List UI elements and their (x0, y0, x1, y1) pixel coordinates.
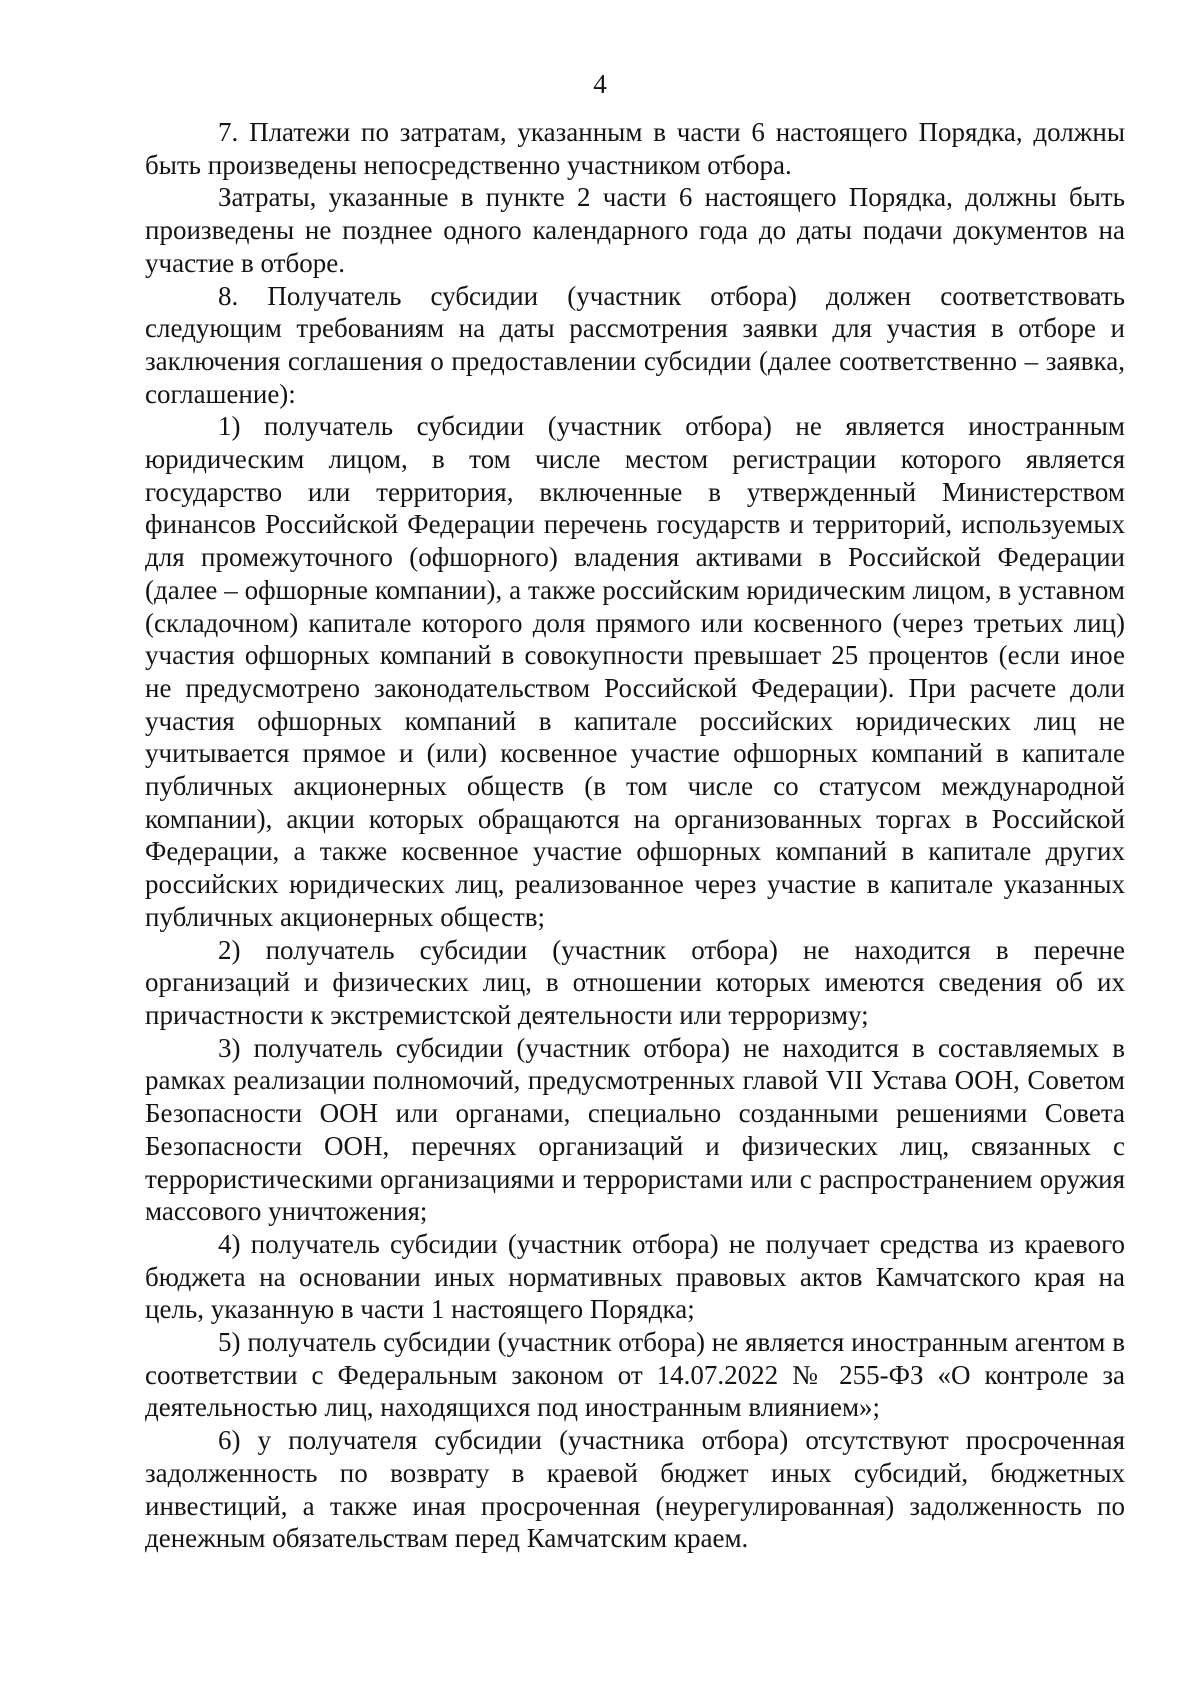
paragraph-8-requirements: 8. Получатель субсидии (участник отбора) должен соответствовать следующим требованиям на даты рассмотрения заявки для участия в отборе и заключения соглашения о предоставлении субсидии (далее соответственно – заявка, соглашение): (145, 280, 1125, 409)
requirement-3-un-lists: 3) получатель субсидии (участник отбора) не находится в составляемых в рамках реализации полномочий, предусмотренных главой VII Устава ООН, Советом Безопасности ООН или органами, специально созданными решениями Совета Безопасности ООН, перечнях организаций и физических лиц, связанных с террористическими организациями и террористами или с распространением оружия массового уничтожения; (145, 1032, 1125, 1227)
requirement-4-other-funding: 4) получатель субсидии (участник отбора) не получает средства из краевого бюджета на основании иных нормативных правовых актов Камчатского края на цель, указанную в части 1 настоящего Порядка; (145, 1228, 1125, 1325)
requirement-1-offshore: 1) получатель субсидии (участник отбора) не является иностранным юридическим лицом, в том числе местом регистрации которого является государство или территория, включенные в утвержденный Министерством финансов Российской Федерации перечень государств и территорий, используемых для промежуточного (офшорного) владения активами в Российской Федерации (далее – офшорные компании), а также российским юридическим лицом, в уставном (складочном) капитале которого доля прямого или косвенного (через третьих лиц) участия офшорных компаний в совокупности превышает 25 процентов (если иное не предусмотрено законодательством Российской Федерации). При расчете доли участия офшорных компаний в капитале российских юридических лиц не учитывается прямое и (или) косвенное участие офшорных компаний в капитале публичных акционерных обществ (в том числе со статусом международной компании), акции которых обращаются на организованных торгах в Российской Федерации, а также косвенное участие офшорных компаний в капитале других российских юридических лиц, реализованное через участие в капитале указанных публичных акционерных обществ; (145, 411, 1125, 932)
document-body (145, 116, 1125, 1555)
page-number: 4 (593, 69, 607, 99)
requirement-2-extremism-list: 2) получатель субсидии (участник отбора) не находится в перечне организаций и физических лиц, в отношении которых имеются сведения об их причастности к экстремистской деятельности или терроризму; (145, 934, 1125, 1030)
requirement-5-foreign-agent: 5) получатель субсидии (участник отбора) не является иностранным агентом в соответствии с Федеральным законом от 14.07.2022 № 255-ФЗ «О контроле за деятельностью лиц, находящихся под иностранным влиянием»; (145, 1327, 1125, 1423)
paragraph-7-payments: 7. Платежи по затратам, указанным в части 6 настоящего Порядка, должны быть произведены непосредственно участником отбора. (145, 117, 1125, 180)
paragraph-costs-deadline: Затраты, указанные в пункте 2 части 6 настоящего Порядка, должны быть произведены не позднее одного календарного года до даты подачи документов на участие в отборе. (145, 182, 1125, 278)
requirement-6-debt: 6) у получателя субсидии (участника отбора) отсутствуют просроченная задолженность по возврату в краевой бюджет иных субсидий, бюджетных инвестиций, а также иная просроченная (неурегулированная) задолженность по денежным обязательствам перед Камчатским краем. (145, 1425, 1125, 1554)
